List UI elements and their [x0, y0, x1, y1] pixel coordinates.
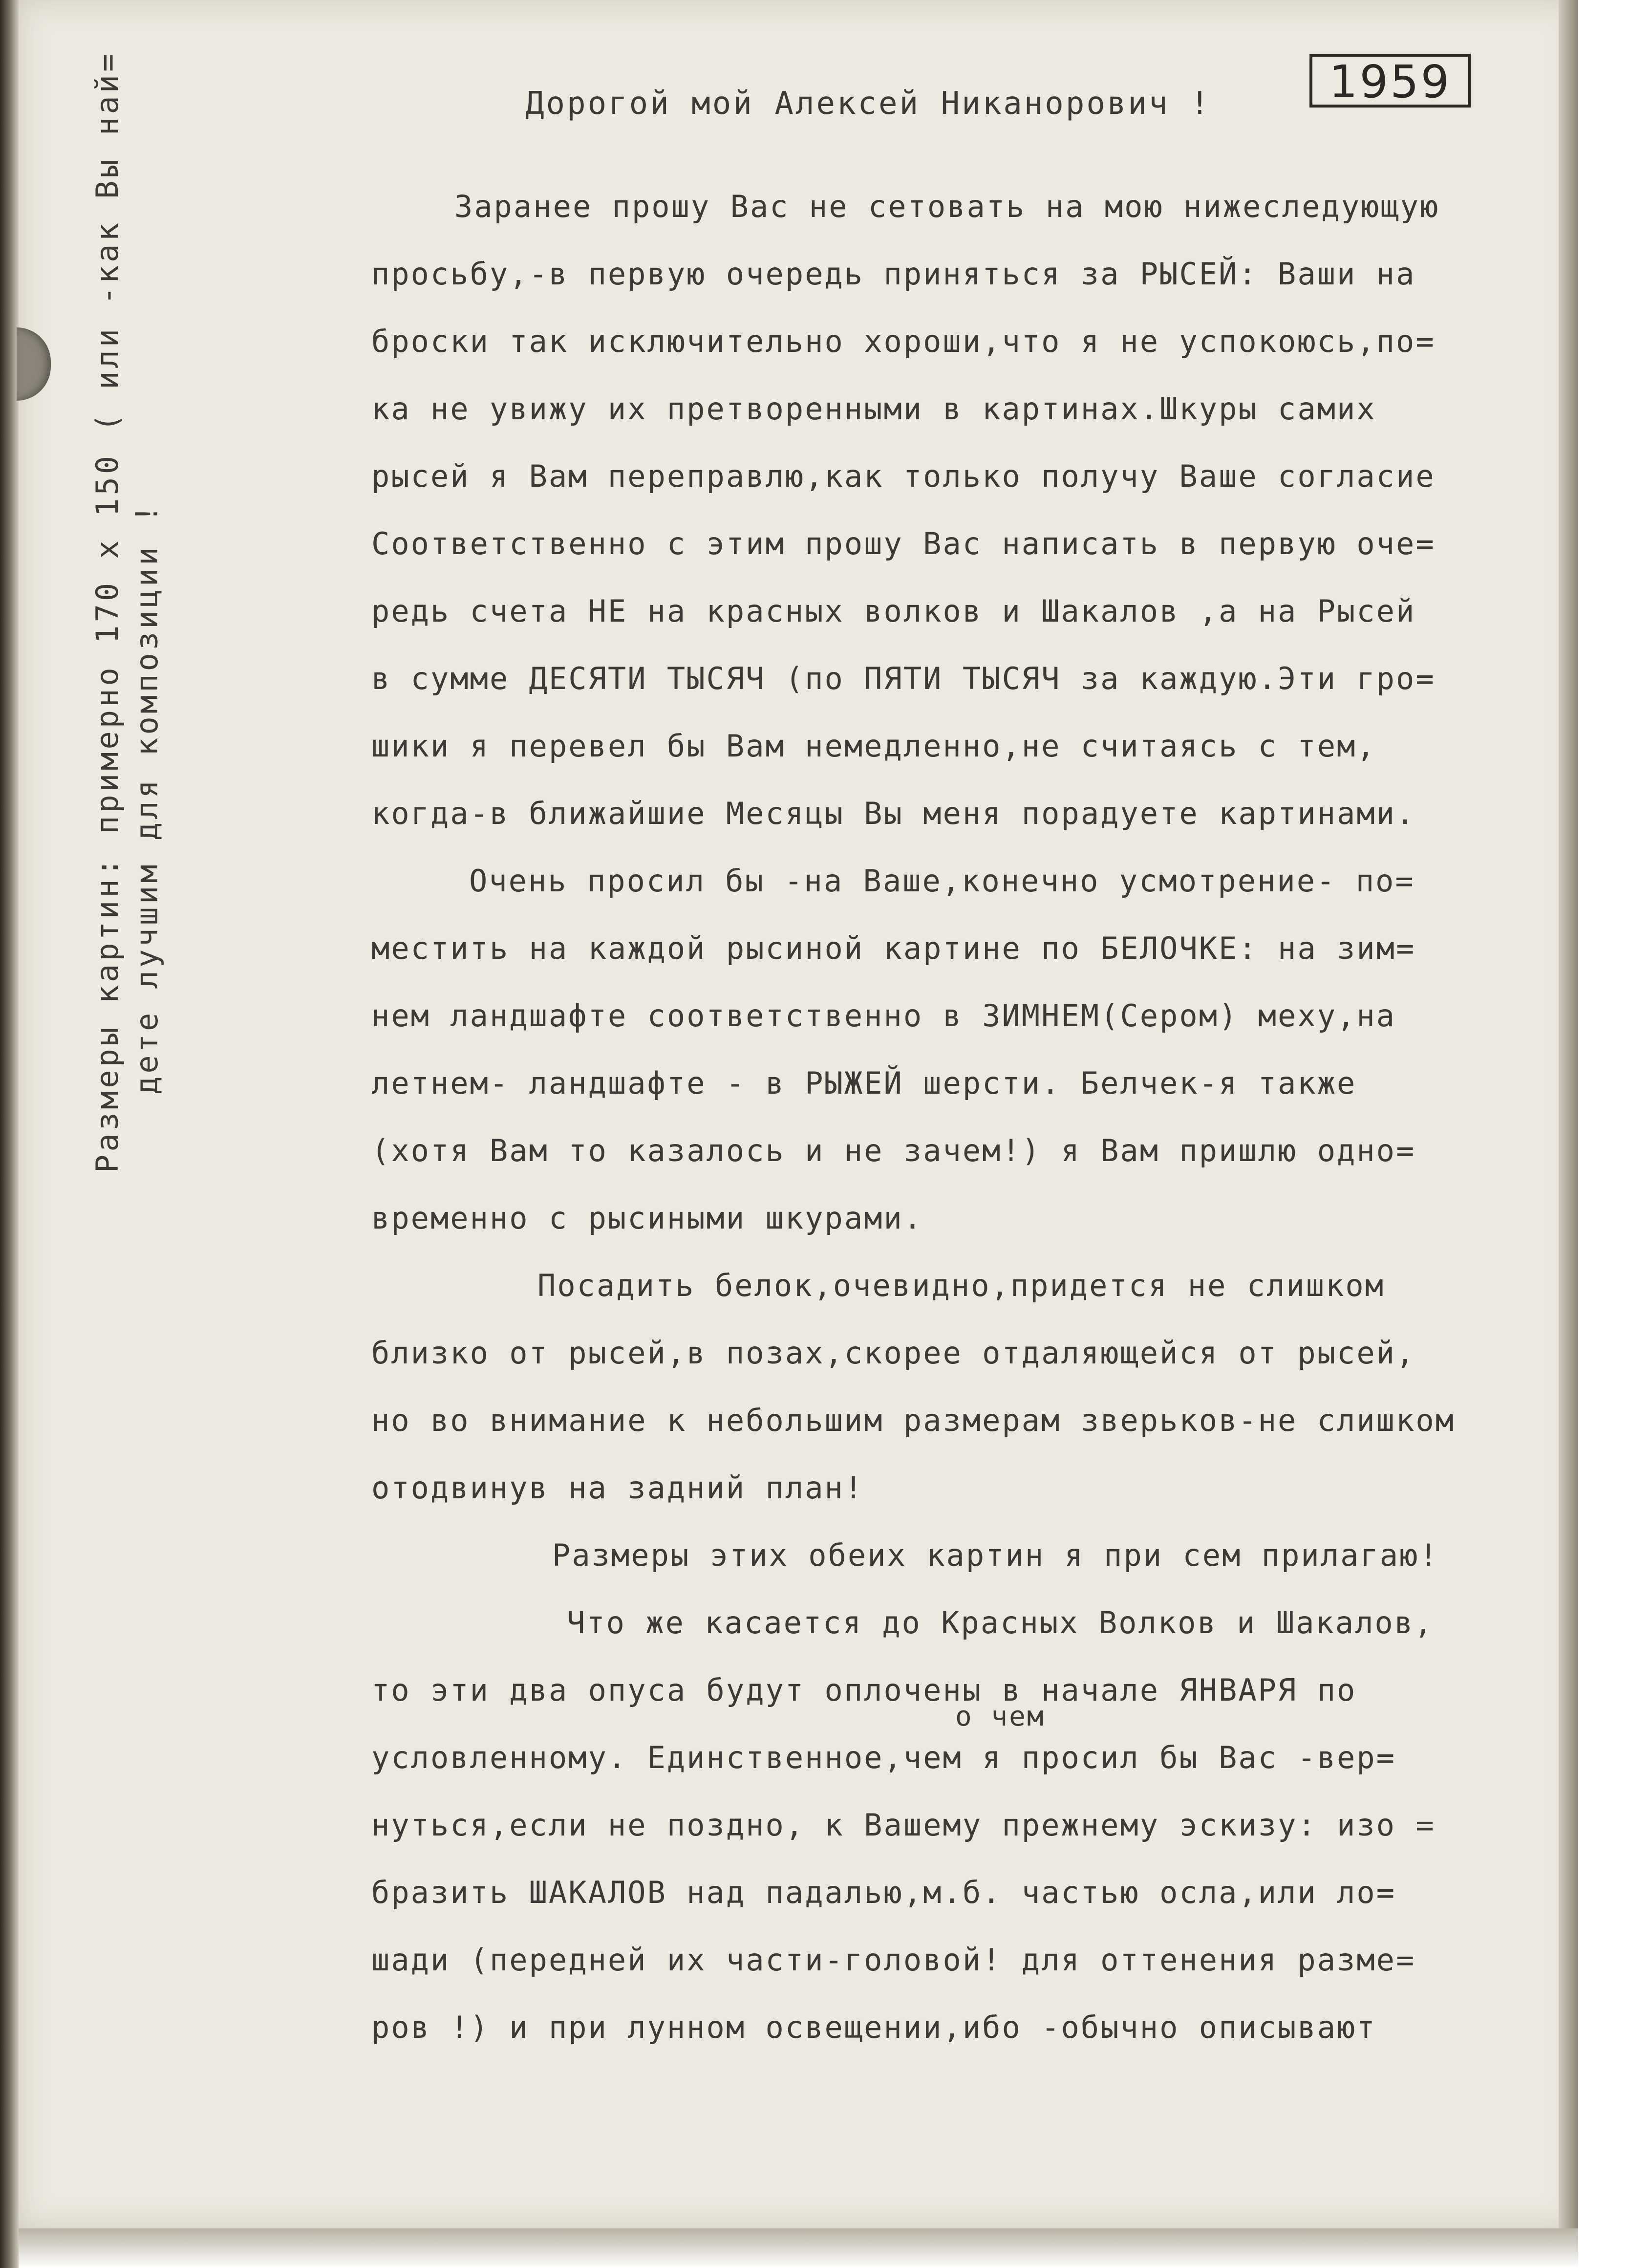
punch-hole: [17, 327, 51, 401]
letter-line: Что же касается до Красных Волков и Шакалов,: [567, 1605, 1434, 1641]
letter-line: шади (передней их части-головой! для оттенения разме=: [371, 1942, 1416, 1978]
margin-note-line: Размеры картин: примерно 170 х 150 ( или -как Вы най=: [89, 50, 125, 1173]
letter-line: Очень просил бы -на Ваше,конечно усмотрение- по=: [469, 863, 1415, 899]
letter-line: в сумме ДЕСЯТИ ТЫСЯЧ (по ПЯТИ ТЫСЯЧ за каждую.Эти гро=: [371, 661, 1436, 696]
letter-line: отодвинув на задний план!: [371, 1470, 864, 1506]
letter-line: нуться,если не поздно, к Вашему прежнему эскизу: изо =: [371, 1807, 1436, 1843]
letter-line: шики я перевел бы Вам немедленно,не считаясь с тем,: [371, 728, 1376, 764]
letter-line: редь счета НЕ на красных волков и Шакалов ,а на Рысей: [371, 593, 1416, 629]
letter-line: просьбу,-в первую очередь приняться за РЫСЕЙ: Ваши на: [371, 256, 1416, 292]
under-sheet: [1577, 0, 1651, 2268]
letter-line: временно с рысиными шкурами.: [371, 1200, 923, 1236]
letter-line: то эти два опуса будут оплочены в начале ЯНВАРЯ по: [371, 1672, 1357, 1708]
interline-insertion: о чем: [955, 1701, 1045, 1732]
letter-line: Соответственно с этим прошу Вас написать в первую оче=: [371, 526, 1436, 562]
letter-line: Размеры этих обеих картин я при сем прилагаю!: [552, 1537, 1439, 1573]
letter-line: условленному. Единственное,чем я просил бы Вас -вер=: [371, 1740, 1396, 1775]
margin-note: [88, 0, 167, 1173]
letter-line: близко от рысей,в позах,скорее отдаляющейся от рысей,: [371, 1335, 1416, 1371]
letter-line: но во внимание к небольшим размерам зверьков-не слишком: [371, 1403, 1455, 1438]
letter-line: когда-в ближайшие Месяцы Вы меня порадуете картинами.: [371, 796, 1416, 831]
year-stamp: 1959: [1309, 54, 1471, 108]
letter-line: летнем- ландшафте - в РЫЖЕЙ шерсти. Белчек-я также: [371, 1065, 1357, 1101]
letter-line: броски так исключительно хороши,что я не успокоюсь,по=: [371, 324, 1436, 359]
letter-line: рысей я Вам переправлю,как только получу Ваше согласие: [371, 458, 1436, 494]
letter-line: Посадить белок,очевидно,придется не слишком: [537, 1268, 1385, 1303]
sheet-edge-shadow: [1559, 0, 1578, 2228]
letter-line: (хотя Вам то казалось и не зачем!) я Вам пришлю одно=: [371, 1133, 1416, 1168]
margin-note-line: дете лучшим для композиции !: [129, 501, 165, 1095]
letter-line: местить на каждой рысиной картине по БЕЛОЧКЕ: на зим=: [371, 930, 1416, 966]
letter-line: нем ландшафте соответственно в ЗИМНЕМ(Сером) меху,на: [371, 998, 1396, 1034]
letter-line: Заранее прошу Вас не сетовать на мою нижеследующую: [454, 189, 1440, 224]
letter-line: ров !) и при лунном освещении,ибо -обычно описывают: [371, 2009, 1376, 2045]
letter-greeting: Дорогой мой Алексей Никанорович !: [525, 86, 1211, 122]
letter-line: бразить ШАКАЛОВ над падалью,м.б. частью осла,или ло=: [371, 1875, 1396, 1910]
letter-line: ка не увижу их претворенными в картинах.Шкуры самих: [371, 391, 1376, 427]
sheet-bottom-edge: [19, 2228, 1578, 2268]
